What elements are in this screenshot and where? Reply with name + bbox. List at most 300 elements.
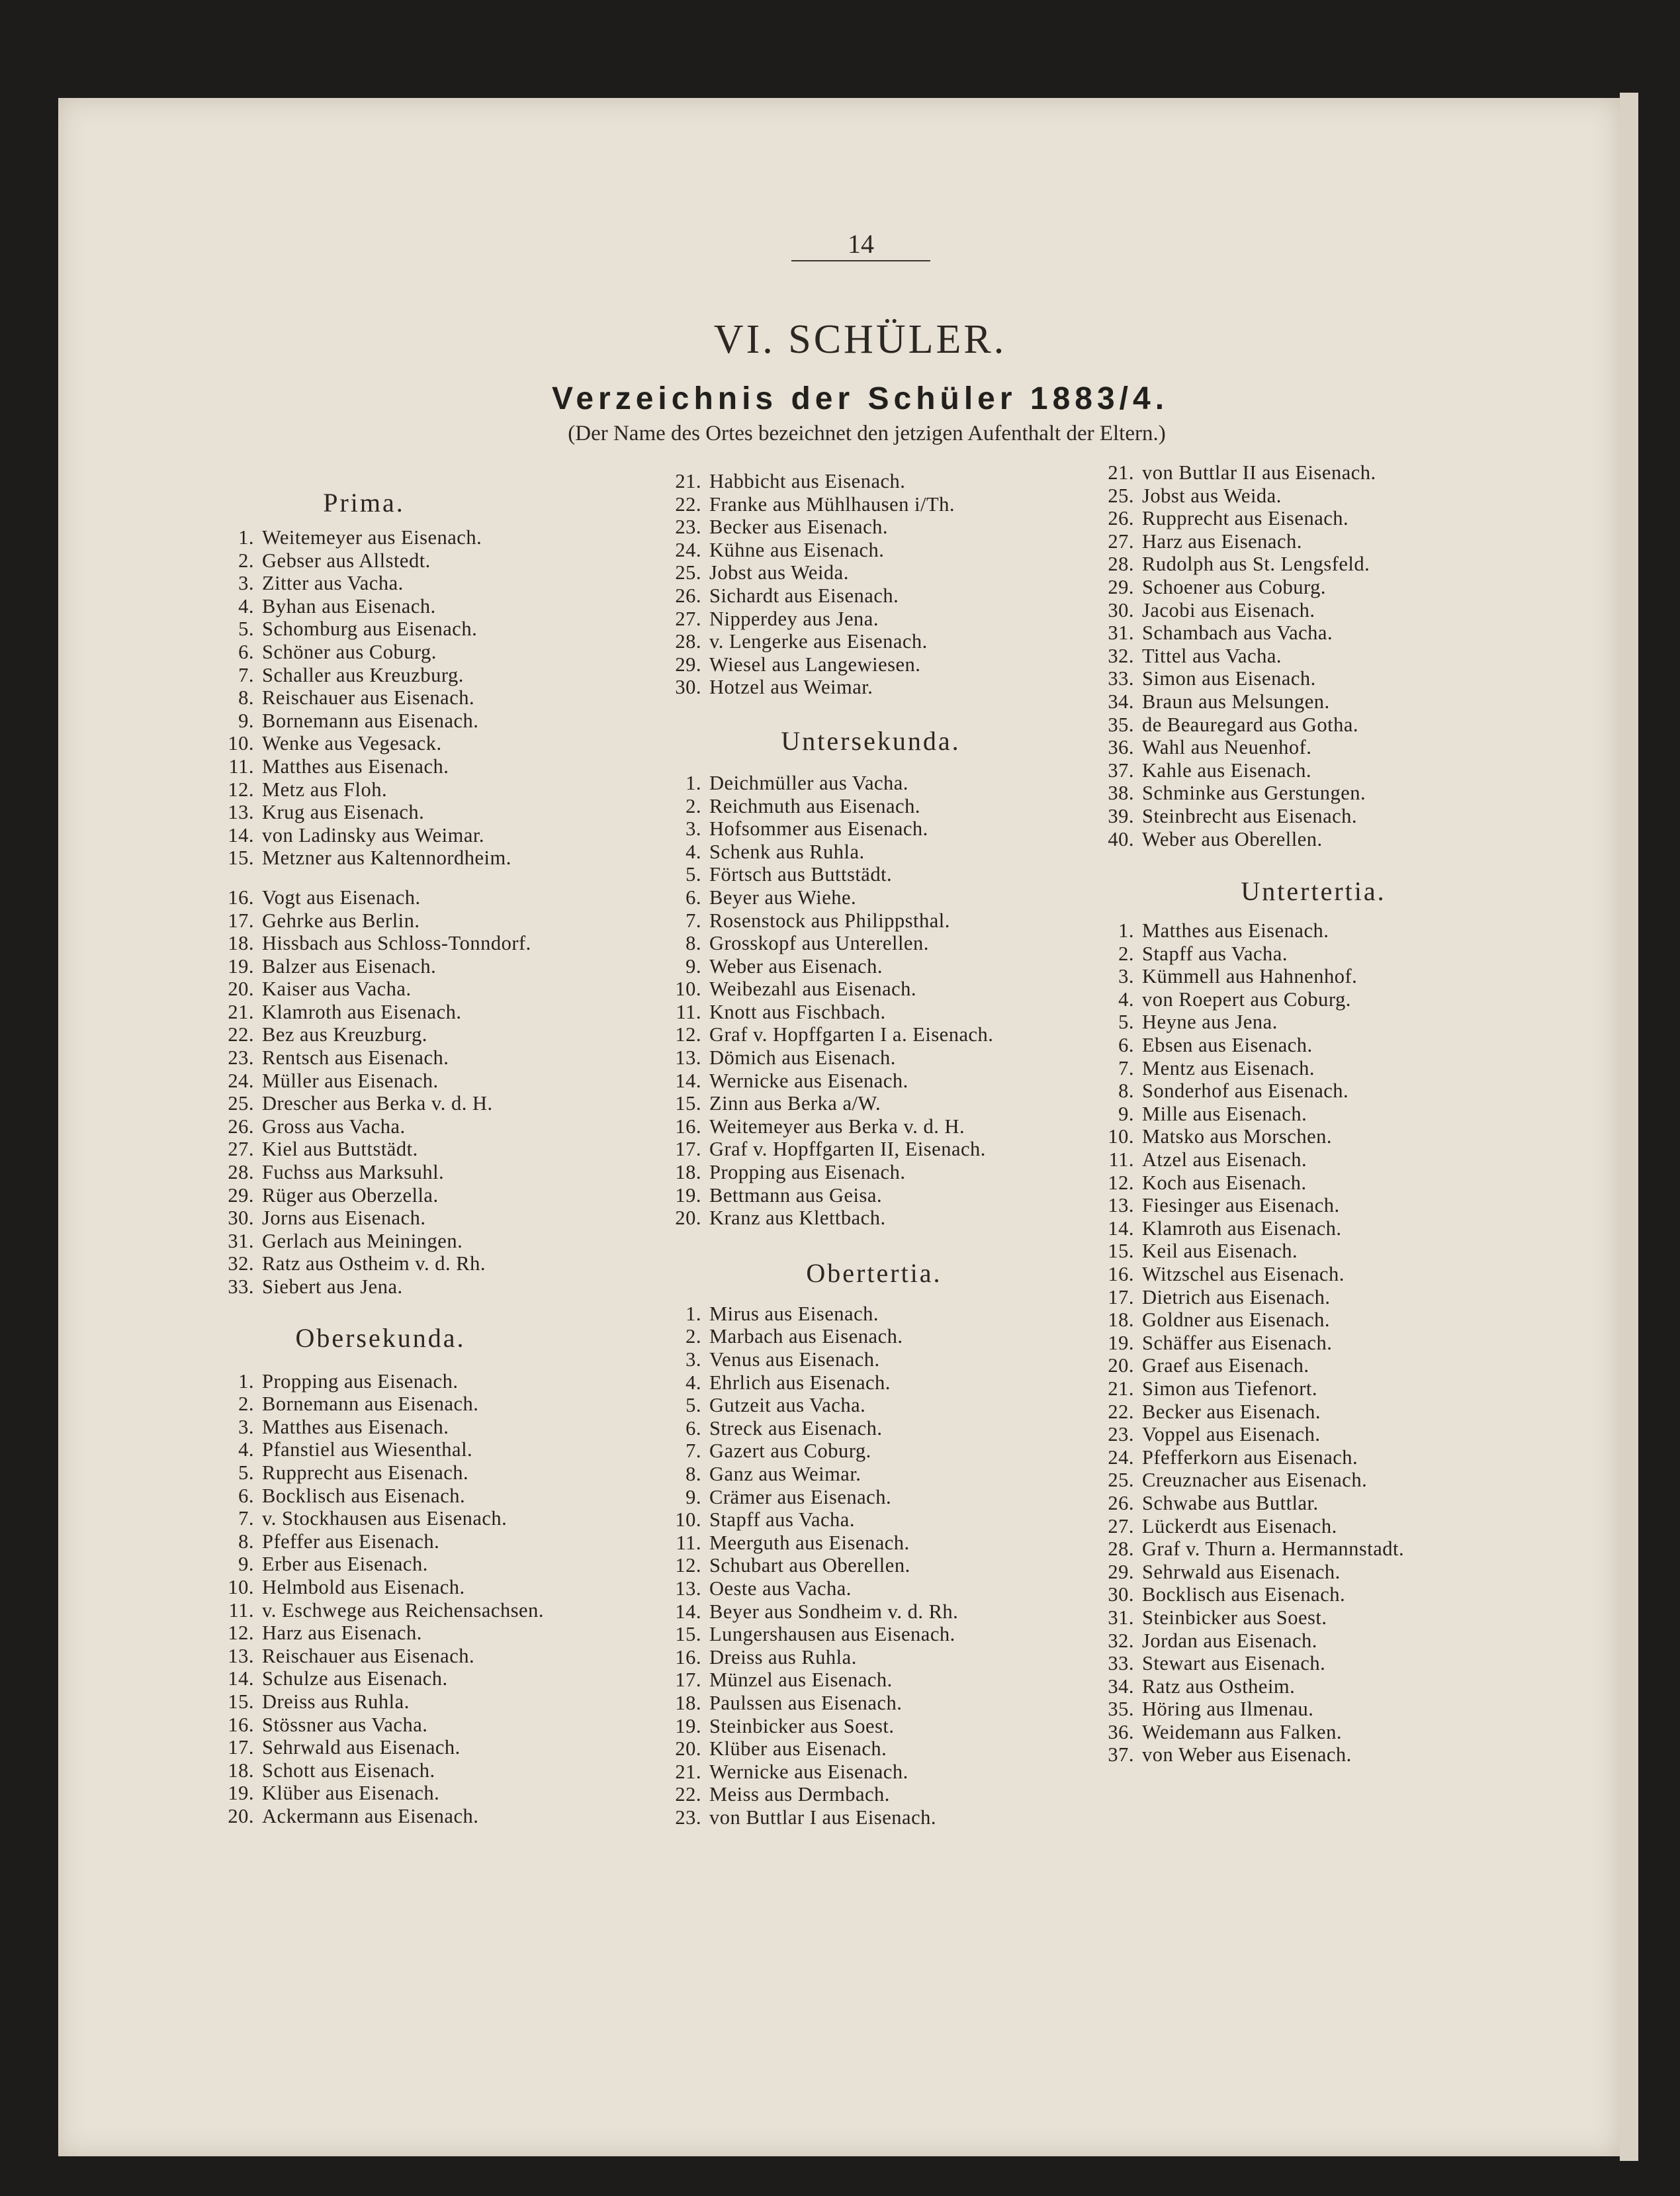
student-entry bbox=[218, 1370, 682, 1393]
student-entry bbox=[1098, 1354, 1562, 1377]
student-entry bbox=[218, 955, 682, 978]
student-number: 2. bbox=[238, 549, 254, 572]
student-entry bbox=[218, 1461, 682, 1485]
student-entry bbox=[1098, 1240, 1562, 1263]
student-name-origin: Weidemann aus Falken. bbox=[1142, 1720, 1342, 1743]
student-number: 28. bbox=[1108, 553, 1134, 576]
student-entry bbox=[1098, 507, 1562, 530]
student-name-origin: Fuchss aus Marksuhl. bbox=[262, 1161, 445, 1184]
student-number: 22. bbox=[675, 1783, 701, 1806]
student-name-origin: Steinbrecht aus Eisenach. bbox=[1142, 804, 1358, 827]
student-entry bbox=[1098, 599, 1562, 622]
student-number: 16. bbox=[675, 1115, 701, 1138]
student-entry bbox=[1098, 805, 1562, 828]
student-entry bbox=[666, 630, 1089, 653]
student-number: 34. bbox=[1108, 1674, 1134, 1698]
student-number: 7. bbox=[1118, 1056, 1134, 1079]
student-entry bbox=[218, 755, 682, 778]
student-name-origin: Wernicke aus Eisenach. bbox=[709, 1760, 908, 1783]
student-name-origin: Mille aus Eisenach. bbox=[1142, 1102, 1307, 1125]
student-name-origin: Lungershausen aus Eisenach. bbox=[709, 1623, 955, 1646]
student-entry bbox=[1098, 1606, 1562, 1629]
student-number: 2. bbox=[238, 1393, 254, 1416]
student-number: 24. bbox=[1108, 1445, 1134, 1469]
student-entry bbox=[666, 1508, 1089, 1532]
student-number: 9. bbox=[238, 709, 254, 732]
student-name-origin: Schaller aus Kreuzburg. bbox=[262, 663, 464, 686]
student-number: 17. bbox=[1108, 1285, 1134, 1308]
student-entry bbox=[1098, 965, 1562, 988]
student-name-origin: Harz aus Eisenach. bbox=[1142, 529, 1302, 553]
student-name-origin: Metz aus Floh. bbox=[262, 778, 388, 801]
student-name-origin: Zitter aus Vacha. bbox=[262, 572, 404, 595]
student-number: 2. bbox=[1118, 942, 1134, 965]
student-name-origin: Erber aus Eisenach. bbox=[262, 1553, 428, 1576]
student-entry bbox=[1098, 645, 1562, 668]
student-entry bbox=[218, 549, 682, 572]
student-name-origin: von Ladinsky aus Weimar. bbox=[262, 823, 484, 846]
student-entry bbox=[218, 1001, 682, 1024]
student-number: 29. bbox=[1108, 1560, 1134, 1583]
student-name-origin: Ackermann aus Eisenach. bbox=[262, 1804, 479, 1827]
student-name-origin: Siebert aus Jena. bbox=[262, 1275, 403, 1298]
student-number: 19. bbox=[228, 954, 254, 978]
student-name-origin: Jobst aus Weida. bbox=[1142, 484, 1282, 507]
student-entry bbox=[218, 641, 682, 664]
student-entry bbox=[666, 886, 1089, 909]
student-name-origin: Kümmell aus Hahnenhof. bbox=[1142, 965, 1358, 988]
student-entry bbox=[666, 1554, 1089, 1577]
student-entry bbox=[666, 1092, 1089, 1115]
student-number: 8. bbox=[1118, 1079, 1134, 1103]
student-entry bbox=[218, 778, 682, 801]
student-number: 31. bbox=[228, 1229, 254, 1252]
student-name-origin: Bocklisch aus Eisenach. bbox=[262, 1484, 466, 1507]
student-number: 23. bbox=[675, 516, 701, 539]
student-entry bbox=[218, 732, 682, 755]
student-number: 16. bbox=[228, 886, 254, 909]
student-number: 23. bbox=[228, 1046, 254, 1070]
student-number: 21. bbox=[675, 1760, 701, 1783]
student-number: 13. bbox=[675, 1577, 701, 1600]
student-name-origin: Dömich aus Eisenach. bbox=[709, 1046, 896, 1070]
student-number: 18. bbox=[675, 1691, 701, 1714]
page-number-rule bbox=[791, 260, 930, 261]
student-number: 5. bbox=[1118, 1011, 1134, 1034]
student-number: 4. bbox=[238, 1438, 254, 1461]
student-name-origin: Venus aus Eisenach. bbox=[709, 1348, 880, 1371]
student-entry bbox=[1098, 530, 1562, 553]
student-number: 26. bbox=[675, 584, 701, 607]
student-entry bbox=[1098, 1583, 1562, 1606]
student-entry bbox=[218, 618, 682, 641]
student-number: 26. bbox=[228, 1115, 254, 1138]
student-number: 32. bbox=[1108, 644, 1134, 667]
student-entry bbox=[218, 1667, 682, 1690]
student-number: 28. bbox=[675, 630, 701, 653]
student-entry bbox=[666, 1806, 1089, 1829]
student-number: 2. bbox=[685, 794, 701, 817]
student-name-origin: Gutzeit aus Vacha. bbox=[709, 1394, 866, 1417]
student-entry bbox=[218, 932, 682, 955]
student-name-origin: Goldner aus Eisenach. bbox=[1142, 1308, 1331, 1332]
student-name-origin: Schulze aus Eisenach. bbox=[262, 1667, 448, 1690]
student-name-origin: Fiesinger aus Eisenach. bbox=[1142, 1194, 1340, 1217]
student-name-origin: Balzer aus Eisenach. bbox=[262, 954, 437, 978]
student-name-origin: Mirus aus Eisenach. bbox=[709, 1302, 879, 1325]
student-number: 22. bbox=[1108, 1400, 1134, 1423]
student-entry bbox=[666, 1394, 1089, 1417]
student-name-origin: Ebsen aus Eisenach. bbox=[1142, 1034, 1313, 1057]
student-entry bbox=[666, 1532, 1089, 1555]
student-number: 34. bbox=[1108, 690, 1134, 713]
student-entry bbox=[1098, 1446, 1562, 1469]
student-name-origin: Müller aus Eisenach. bbox=[262, 1069, 439, 1092]
student-number: 11. bbox=[676, 1000, 701, 1023]
student-number: 20. bbox=[1108, 1354, 1134, 1377]
student-entry bbox=[218, 1161, 682, 1184]
student-name-origin: Nipperdey aus Jena. bbox=[709, 607, 879, 630]
student-entry bbox=[218, 1622, 682, 1645]
student-entry bbox=[218, 1438, 682, 1461]
student-number: 15. bbox=[675, 1092, 701, 1115]
student-name-origin: Schäffer aus Eisenach. bbox=[1142, 1331, 1333, 1354]
student-name-origin: Rupprecht aus Eisenach. bbox=[262, 1461, 469, 1484]
student-entry bbox=[1098, 667, 1562, 690]
student-number: 3. bbox=[685, 1348, 701, 1371]
student-entry bbox=[1098, 1492, 1562, 1515]
student-name-origin: Braun aus Melsungen. bbox=[1142, 690, 1330, 713]
student-name-origin: Rüger aus Oberzella. bbox=[262, 1183, 439, 1207]
obertertia-heading: Obertertia. bbox=[806, 1258, 942, 1288]
student-entry bbox=[1098, 1400, 1562, 1424]
student-number: 33. bbox=[1108, 1652, 1134, 1675]
student-name-origin: Hofsommer aus Eisenach. bbox=[709, 817, 928, 841]
prima-gap bbox=[218, 870, 682, 886]
student-entry bbox=[1098, 1103, 1562, 1126]
student-entry bbox=[666, 516, 1089, 539]
student-number: 6. bbox=[685, 1416, 701, 1440]
student-entry bbox=[1098, 1308, 1562, 1332]
student-name-origin: Gazert aus Coburg. bbox=[709, 1440, 871, 1463]
student-entry bbox=[218, 1714, 682, 1737]
student-name-origin: Paulssen aus Eisenach. bbox=[709, 1691, 903, 1714]
student-entry bbox=[666, 1646, 1089, 1669]
student-name-origin: Schambach aus Vacha. bbox=[1142, 621, 1333, 645]
student-entry bbox=[1098, 1629, 1562, 1653]
student-name-origin: Witzschel aus Eisenach. bbox=[1142, 1263, 1345, 1285]
student-name-origin: Sichardt aus Eisenach. bbox=[709, 584, 899, 607]
student-entry bbox=[1098, 828, 1562, 851]
student-name-origin: Schubart aus Oberellen. bbox=[709, 1554, 910, 1577]
student-entry bbox=[218, 1138, 682, 1161]
student-entry bbox=[1098, 1286, 1562, 1309]
right-column bbox=[1098, 461, 1562, 1766]
student-entry bbox=[666, 653, 1089, 676]
student-name-origin: Crämer aus Eisenach. bbox=[709, 1485, 892, 1508]
student-entry bbox=[1098, 1057, 1562, 1080]
student-number: 25. bbox=[1108, 1469, 1134, 1492]
student-name-origin: Propping aus Eisenach. bbox=[262, 1369, 459, 1393]
student-name-origin: Steinbicker aus Soest. bbox=[1142, 1606, 1327, 1629]
student-number: 14. bbox=[675, 1600, 701, 1623]
student-entry bbox=[218, 1207, 682, 1230]
student-entry bbox=[218, 664, 682, 687]
student-name-origin: Kahle aus Eisenach. bbox=[1142, 758, 1311, 782]
student-entry bbox=[1098, 1652, 1562, 1675]
student-number: 4. bbox=[1118, 987, 1134, 1011]
student-name-origin: v. Eschwege aus Reichensachsen. bbox=[262, 1598, 544, 1622]
student-entry bbox=[218, 1736, 682, 1759]
student-name-origin: Bornemann aus Eisenach. bbox=[262, 709, 479, 732]
student-name-origin: Bocklisch aus Eisenach. bbox=[1142, 1583, 1346, 1606]
student-name-origin: Weber aus Oberellen. bbox=[1142, 827, 1323, 850]
student-entry bbox=[666, 676, 1089, 699]
student-entry bbox=[218, 846, 682, 870]
student-name-origin: Atzel aus Eisenach. bbox=[1142, 1148, 1307, 1171]
student-name-origin: Voppel aus Eisenach. bbox=[1142, 1423, 1321, 1446]
student-name-origin: Klüber aus Eisenach. bbox=[709, 1737, 887, 1761]
student-number: 2. bbox=[685, 1325, 701, 1348]
student-name-origin: Schenk aus Ruhla. bbox=[709, 840, 865, 863]
student-number: 13. bbox=[228, 801, 254, 824]
student-name-origin: Gerlach aus Meiningen. bbox=[262, 1229, 463, 1252]
student-entry bbox=[218, 1805, 682, 1828]
student-name-origin: Rupprecht aus Eisenach. bbox=[1142, 507, 1349, 530]
student-name-origin: Marbach aus Eisenach. bbox=[709, 1325, 903, 1348]
student-entry bbox=[666, 493, 1089, 516]
student-entry bbox=[666, 1184, 1089, 1207]
student-name-origin: Meiss aus Dermbach. bbox=[709, 1783, 890, 1806]
student-entry bbox=[1098, 1171, 1562, 1195]
student-number: 37. bbox=[1108, 758, 1134, 782]
student-name-origin: Kühne aus Eisenach. bbox=[709, 538, 885, 561]
student-number: 33. bbox=[228, 1275, 254, 1298]
student-entry bbox=[218, 1645, 682, 1668]
student-number: 35. bbox=[1108, 713, 1134, 736]
student-name-origin: von Buttlar I aus Eisenach. bbox=[709, 1806, 936, 1829]
student-number: 18. bbox=[228, 1759, 254, 1782]
student-entry bbox=[218, 824, 682, 847]
student-name-origin: Klamroth aus Eisenach. bbox=[1142, 1216, 1342, 1240]
student-entry bbox=[666, 1463, 1089, 1486]
student-name-origin: Rudolph aus St. Lengsfeld. bbox=[1142, 553, 1370, 576]
student-name-origin: Rosenstock aus Philippsthal. bbox=[709, 909, 950, 932]
student-entry bbox=[666, 1115, 1089, 1138]
student-number: 1. bbox=[685, 1302, 701, 1325]
left-column bbox=[218, 480, 682, 1827]
obersekunda-heading: Obersekunda. bbox=[295, 1322, 466, 1353]
student-number: 30. bbox=[1108, 1583, 1134, 1606]
student-number: 12. bbox=[675, 1554, 701, 1577]
student-name-origin: Stössner aus Vacha. bbox=[262, 1713, 428, 1736]
student-name-origin: Weber aus Eisenach. bbox=[709, 954, 883, 978]
student-entry bbox=[666, 1692, 1089, 1715]
student-name-origin: Keil aus Eisenach. bbox=[1142, 1240, 1298, 1263]
student-name-origin: Byhan aus Eisenach. bbox=[262, 594, 436, 618]
student-number: 12. bbox=[228, 1622, 254, 1645]
student-number: 15. bbox=[228, 846, 254, 870]
student-name-origin: Reischauer aus Eisenach. bbox=[262, 1644, 475, 1667]
student-entry bbox=[666, 1761, 1089, 1784]
student-entry bbox=[1098, 942, 1562, 966]
student-number: 9. bbox=[685, 954, 701, 978]
student-name-origin: Stapff aus Vacha. bbox=[1142, 942, 1288, 965]
student-entry bbox=[666, 539, 1089, 562]
student-number: 6. bbox=[1118, 1034, 1134, 1057]
student-number: 11. bbox=[676, 1531, 701, 1554]
student-entry bbox=[666, 1417, 1089, 1440]
student-number: 14. bbox=[228, 823, 254, 846]
student-number: 17. bbox=[675, 1138, 701, 1161]
student-number: 15. bbox=[228, 1690, 254, 1713]
student-number: 5. bbox=[685, 1394, 701, 1417]
student-name-origin: Becker aus Eisenach. bbox=[1142, 1400, 1321, 1423]
student-name-origin: Sehrwald aus Eisenach. bbox=[1142, 1560, 1341, 1583]
student-entry bbox=[1098, 736, 1562, 759]
student-number: 5. bbox=[685, 863, 701, 886]
student-number: 32. bbox=[228, 1252, 254, 1275]
student-entry bbox=[666, 1046, 1089, 1070]
student-name-origin: v. Stockhausen aus Eisenach. bbox=[262, 1507, 508, 1530]
student-name-origin: Münzel aus Eisenach. bbox=[709, 1669, 893, 1692]
student-number: 40. bbox=[1108, 827, 1134, 850]
student-number: 19. bbox=[228, 1782, 254, 1805]
student-name-origin: Bornemann aus Eisenach. bbox=[262, 1393, 479, 1416]
student-number: 10. bbox=[675, 978, 701, 1001]
student-number: 1. bbox=[238, 1369, 254, 1393]
student-name-origin: Streck aus Eisenach. bbox=[709, 1416, 883, 1440]
student-name-origin: Gebser aus Allstedt. bbox=[262, 549, 431, 572]
student-entry bbox=[218, 1023, 682, 1046]
student-name-origin: Metzner aus Kaltennordheim. bbox=[262, 846, 511, 870]
student-number: 17. bbox=[228, 909, 254, 932]
student-entry bbox=[666, 1138, 1089, 1161]
student-name-origin: Wiesel aus Langewiesen. bbox=[709, 653, 921, 676]
student-name-origin: Gross aus Vacha. bbox=[262, 1115, 406, 1138]
student-name-origin: Jobst aus Weida. bbox=[709, 561, 849, 584]
middle-column bbox=[666, 470, 1089, 1829]
student-name-origin: Graf v. Hopffgarten I a. Eisenach. bbox=[709, 1023, 994, 1046]
student-name-origin: Zinn aus Berka a/W. bbox=[709, 1092, 881, 1115]
student-number: 19. bbox=[675, 1183, 701, 1207]
student-name-origin: Schöner aus Coburg. bbox=[262, 640, 437, 663]
student-entry bbox=[666, 1715, 1089, 1738]
student-entry bbox=[666, 1023, 1089, 1046]
student-name-origin: von Buttlar II aus Eisenach. bbox=[1142, 461, 1376, 484]
student-number: 5. bbox=[238, 1461, 254, 1484]
student-entry bbox=[1098, 1721, 1562, 1744]
student-number: 27. bbox=[1108, 1514, 1134, 1537]
student-entry bbox=[666, 470, 1089, 493]
student-entry bbox=[1098, 553, 1562, 576]
student-name-origin: Förtsch aus Buttstädt. bbox=[709, 863, 893, 886]
student-entry bbox=[666, 1440, 1089, 1463]
student-number: 3. bbox=[238, 1415, 254, 1438]
student-name-origin: Weitemeyer aus Eisenach. bbox=[262, 526, 482, 549]
student-entry bbox=[1098, 1011, 1562, 1034]
student-number: 25. bbox=[228, 1092, 254, 1115]
student-name-origin: Matthes aus Eisenach. bbox=[262, 1415, 449, 1438]
student-number: 23. bbox=[675, 1806, 701, 1829]
student-name-origin: Oeste aus Vacha. bbox=[709, 1577, 852, 1600]
student-number: 29. bbox=[228, 1183, 254, 1207]
student-number: 11. bbox=[228, 1598, 254, 1622]
student-number: 26. bbox=[1108, 507, 1134, 530]
student-entry bbox=[218, 1115, 682, 1138]
student-entry bbox=[666, 1348, 1089, 1371]
student-number: 28. bbox=[228, 1161, 254, 1184]
student-name-origin: Simon aus Eisenach. bbox=[1142, 667, 1316, 690]
student-number: 8. bbox=[685, 1462, 701, 1485]
page-edge bbox=[1620, 93, 1638, 2161]
student-number: 11. bbox=[1108, 1148, 1134, 1171]
student-entry bbox=[1098, 461, 1562, 484]
student-entry bbox=[666, 1486, 1089, 1509]
student-entry bbox=[1098, 690, 1562, 713]
student-name-origin: Kaiser aus Vacha. bbox=[262, 978, 412, 1001]
student-number: 13. bbox=[1108, 1194, 1134, 1217]
student-number: 29. bbox=[1108, 575, 1134, 598]
student-entry bbox=[218, 1070, 682, 1093]
student-entry bbox=[218, 1416, 682, 1439]
student-name-origin: Helmbold aus Eisenach. bbox=[262, 1575, 465, 1598]
student-name-origin: Jorns aus Eisenach. bbox=[262, 1207, 426, 1230]
list-title: Verzeichnis der Schüler 1883/4. bbox=[551, 381, 1169, 416]
student-entry bbox=[1098, 1537, 1562, 1561]
student-number: 9. bbox=[238, 1553, 254, 1576]
student-name-origin: Schoener aus Coburg. bbox=[1142, 575, 1326, 598]
student-name-origin: Stewart aus Eisenach. bbox=[1142, 1652, 1326, 1675]
obersekunda-list-b bbox=[666, 470, 1089, 699]
student-number: 9. bbox=[1118, 1102, 1134, 1125]
student-name-origin: Schminke aus Gerstungen. bbox=[1142, 782, 1366, 805]
student-name-origin: Schott aus Eisenach. bbox=[262, 1759, 435, 1782]
student-number: 16. bbox=[1108, 1263, 1134, 1285]
student-number: 36. bbox=[1108, 1720, 1134, 1743]
student-number: 24. bbox=[675, 538, 701, 561]
student-name-origin: Kranz aus Klettbach. bbox=[709, 1207, 886, 1230]
student-name-origin: Pfefferkorn aus Eisenach. bbox=[1142, 1445, 1358, 1469]
student-entry bbox=[666, 561, 1089, 584]
student-number: 37. bbox=[1108, 1743, 1134, 1766]
parent-residence-note: (Der Name des Ortes bezeichnet den jetzigen Aufenthalt der Eltern.) bbox=[568, 422, 1166, 445]
student-number: 16. bbox=[228, 1713, 254, 1736]
student-number: 6. bbox=[685, 886, 701, 909]
student-entry bbox=[666, 584, 1089, 608]
student-number: 6. bbox=[238, 640, 254, 663]
student-name-origin: Meerguth aus Eisenach. bbox=[709, 1531, 910, 1554]
student-number: 18. bbox=[228, 932, 254, 955]
student-name-origin: Höring aus Ilmenau. bbox=[1142, 1698, 1314, 1721]
student-entry bbox=[1098, 713, 1562, 737]
student-entry bbox=[218, 909, 682, 933]
student-name-origin: Creuznacher aus Eisenach. bbox=[1142, 1469, 1368, 1492]
student-entry bbox=[666, 1001, 1089, 1024]
student-entry bbox=[1098, 759, 1562, 782]
student-name-origin: von Weber aus Eisenach. bbox=[1142, 1743, 1352, 1766]
student-name-origin: Dreiss aus Ruhla. bbox=[262, 1690, 410, 1713]
student-entry bbox=[218, 1184, 682, 1207]
student-number: 27. bbox=[228, 1138, 254, 1161]
student-number: 13. bbox=[675, 1046, 701, 1070]
student-name-origin: Sehrwald aus Eisenach. bbox=[262, 1736, 461, 1759]
student-number: 20. bbox=[675, 1737, 701, 1761]
student-number: 3. bbox=[1118, 965, 1134, 988]
student-number: 21. bbox=[228, 1000, 254, 1023]
student-entry bbox=[218, 978, 682, 1001]
student-number: 10. bbox=[1108, 1125, 1134, 1148]
